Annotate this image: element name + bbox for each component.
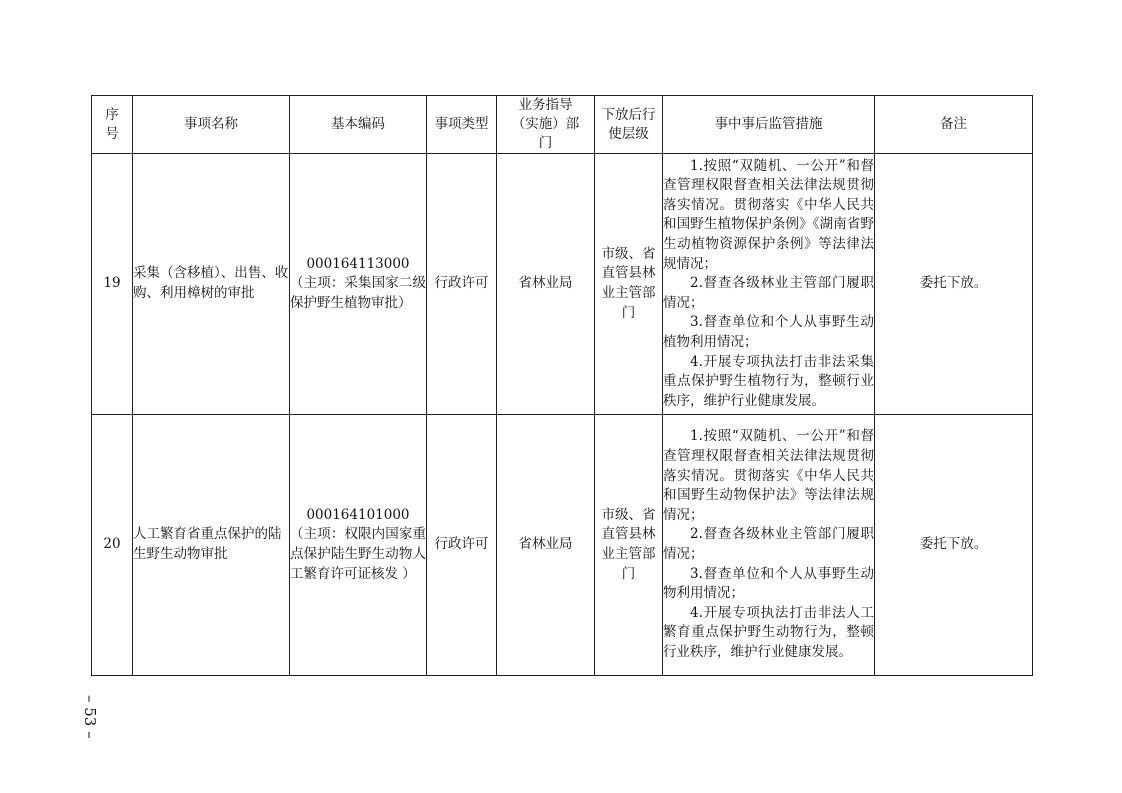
cell-measures [663, 415, 875, 676]
header-seq: 序号 [92, 96, 133, 154]
measure-item: 1.按照“双随机、一公开”和督查管理权限督查相关法律法规贯彻落实情况。贯彻落实《中华人民共和国野生动物保护法》等法律法规情况； [663, 428, 874, 523]
cell-name: 采集（含移植）、出售、收购、利用樟树的审批 [133, 154, 290, 415]
cell-seq: 19 [92, 154, 133, 415]
measure-item: 3.督查单位和个人从事野生动物利用情况； [663, 565, 874, 602]
cell-code [290, 415, 427, 676]
cell-level: 市级、省直管县林业主管部门 [595, 415, 663, 676]
measure-item: 1.按照“双随机、一公开”和督查管理权限督查相关法律法规贯彻落实情况。贯彻落实《中华人民共和国野生植物保护条例》《湖南省野生动植物资源保护条例》等法律法规情况； [663, 157, 874, 272]
table-header-row [92, 96, 1033, 154]
cell-code [290, 154, 427, 415]
cell-measures [663, 154, 875, 415]
cell-level: 市级、省直管县林业主管部门 [595, 154, 663, 415]
header-type: 事项类型 [427, 96, 497, 154]
code-sub: （主项：采集国家二级保护野生植物审批） [290, 275, 426, 311]
cell-dept: 省林业局 [497, 154, 595, 415]
measure-item: 4.开展专项执法打击非法人工繁育重点保护野生动物行为，整顿行业秩序，维护行业健康发展。 [663, 604, 874, 660]
page-number: – 53 – [81, 695, 99, 739]
header-name: 事项名称 [133, 96, 290, 154]
code-sub: （主项：权限内国家重点保护陆生野生动物人工繁育许可证核发 ） [290, 526, 426, 582]
code-number: 000164101000 [306, 506, 410, 523]
cell-seq: 20 [92, 415, 133, 676]
measure-item: 2.督查各级林业主管部门履职情况； [663, 275, 874, 311]
header-level: 下放后行使层级 [595, 96, 663, 154]
code-number: 000164113000 [306, 255, 410, 272]
header-code: 基本编码 [290, 96, 427, 154]
cell-dept: 省林业局 [497, 415, 595, 676]
cell-remark: 委托下放。 [875, 154, 1033, 415]
measure-item: 4.开展专项执法打击非法采集重点保护野生植物行为，整顿行业秩序，维护行业健康发展。 [663, 353, 874, 409]
header-measures: 事中事后监管措施 [663, 96, 875, 154]
measure-item: 2.督查各级林业主管部门履职情况； [663, 526, 874, 562]
cell-name: 人工繁育省重点保护的陆生野生动物审批 [133, 415, 290, 676]
cell-type: 行政许可 [427, 154, 497, 415]
header-remark: 备注 [875, 96, 1033, 154]
item-table [91, 95, 1033, 676]
cell-type: 行政许可 [427, 415, 497, 676]
measure-item: 3.督查单位和个人从事野生动植物利用情况； [663, 314, 874, 350]
cell-remark: 委托下放。 [875, 415, 1033, 676]
header-dept: 业务指导（实施）部门 [497, 96, 595, 154]
table-row [92, 415, 1033, 676]
table-row [92, 154, 1033, 415]
